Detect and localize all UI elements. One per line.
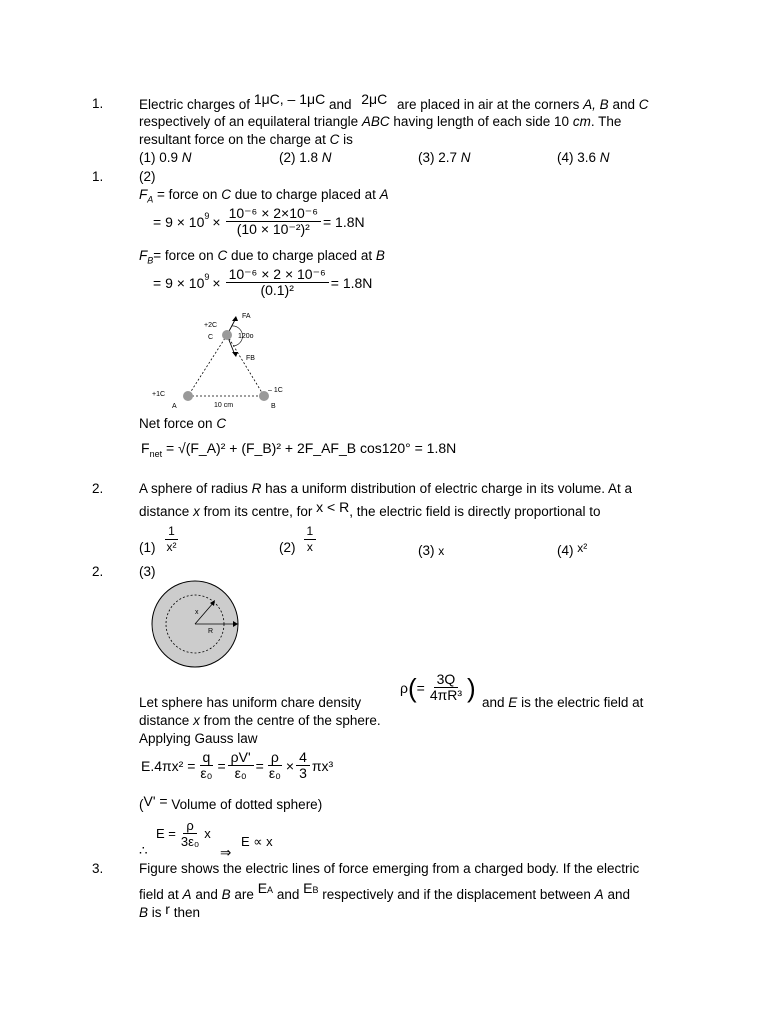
q2-option-2: (2) $\frac{1}{x}$ — [279, 524, 318, 555]
q1-corner-a: A, — [583, 97, 596, 112]
q2-number: 2. — [92, 481, 104, 496]
q1-c: C — [329, 132, 340, 147]
s1-net-line: Net force on C — [139, 416, 227, 431]
q1-charges-ab: 1μC, – 1μC — [253, 91, 326, 107]
c-charge-label: +2C — [204, 322, 218, 329]
q1-text-b: are placed in air at the corners — [397, 97, 580, 112]
s1-net-equation: $F_{net}$ = √(F_A)² + (F_B)² + 2F_AF_B cos120° = 1.8N — [141, 440, 457, 459]
s2-proportional: E ∝ x — [241, 834, 273, 849]
q1-abc: ABC — [361, 114, 390, 129]
b-charge-label: – 1C — [268, 387, 283, 394]
s2-number: 2. — [92, 564, 104, 579]
q2-option-1: (1) $\frac{1}{\text{x²}}$ — [139, 524, 177, 555]
s1-fa-line: $F_A$ = force on C due to charge placed at A — [139, 187, 389, 205]
q1-text-2c: . The — [590, 114, 622, 129]
q1-option-3: (3) 2.7 N — [418, 150, 471, 165]
q1-text-3: resultant force on the charge at — [139, 132, 326, 147]
triangle-diagram — [140, 308, 300, 414]
q2-line1: A sphere of radius R has a uniform distribution of electric charge in its volume. At a — [139, 481, 633, 496]
q1-number: 1. — [92, 96, 104, 111]
b-label: B — [271, 403, 276, 410]
q1-corner-b: B — [599, 97, 609, 112]
q1-text: Electric charges of — [139, 97, 251, 112]
s2-gauss: Applying Gauss law — [139, 731, 258, 746]
c-label: C — [208, 334, 214, 341]
angle-label: 120o — [238, 333, 254, 340]
fa-label: FA — [242, 313, 251, 320]
s1-equation-1: = 9 × 10 $^9$ × $\frac{\text{10⁻⁶ × 2×10⁻⁶}}{\text{(10 × 10⁻²)²}}$ = 1.8N — [153, 205, 365, 237]
q3-number: 3. — [92, 861, 104, 876]
s1-equation-2: = 9 × 10 $^9$ × $\frac{\text{10⁻⁶ × 2 × 10⁻⁶}}{\text{(0.1)²}}$ = 1.8N — [153, 266, 373, 298]
q2-option-3: (3) x — [418, 543, 445, 558]
a-label: A — [172, 403, 177, 410]
s1-fb-line: $F_B=$ force on C due to charge placed at B — [139, 248, 385, 266]
q3-line2: field at A and B are EA and EB respectively and if the displacement between A and — [139, 880, 630, 902]
q1-and: and — [328, 97, 352, 112]
charge-c — [222, 330, 232, 340]
q1-text-2b: having length of each side 10 — [393, 114, 570, 129]
a-charge-label: +1C — [152, 391, 166, 398]
r-label: R — [208, 628, 214, 635]
q1-corner-c: C — [638, 97, 649, 112]
q1-line2 — [139, 114, 621, 129]
charge-a — [183, 391, 193, 401]
s2-line1-right: and E is the electric field at — [482, 695, 644, 710]
s2-density: ρ ( = $\frac{3Q}{\text{4πR³}}$ ) — [400, 671, 476, 703]
fb-arrowhead — [232, 352, 238, 357]
q2-line2: distance x from its centre, for x < R, the electric field is directly proportional to — [139, 499, 601, 519]
q1-option-2: (2) 1.8 N — [279, 150, 332, 165]
q1-option-1: (1) 0.9 N — [139, 150, 192, 165]
q2-condition: x < R — [316, 499, 350, 515]
s2-e-equation: E = $\frac{\rho}{\text{3ε₀}}$ x — [156, 818, 211, 849]
s2-line1: Let sphere has uniform chare density — [139, 695, 362, 710]
q1-charge-c: 2μC — [361, 91, 388, 107]
sphere-diagram — [148, 580, 242, 668]
s1-number: 1. — [92, 169, 104, 184]
s1-answer: (2) — [139, 169, 156, 184]
q1-option-4: (4) 3.6 N — [557, 150, 610, 165]
side-label: 10 cm — [214, 402, 234, 409]
s2-line2: distance x from the centre of the sphere. — [139, 713, 381, 728]
fb-label: FB — [246, 355, 255, 362]
q1-cm: cm — [572, 114, 591, 129]
x-label: x — [195, 609, 199, 616]
therefore-symbol: ∴ — [139, 843, 148, 858]
s2-gauss-equation: E.4πx² = $\frac{q}{\text{ε₀}}$ = $\frac{\rho V'}{\text{ε₀}}$ = $\frac{\rho}{\text{ε₀}}$ × $\frac{4}{3}$ πx³ — [141, 749, 334, 781]
fa-arrowhead — [232, 316, 238, 321]
q3-line3: B is r then — [139, 901, 201, 920]
q3-line1: Figure shows the electric lines of force emerging from a charged body. If the electric — [139, 861, 640, 876]
s2-vprime-line: (V' = Volume of dotted sphere) — [139, 793, 323, 812]
q1-and2: and — [612, 97, 635, 112]
q1-line3 — [139, 132, 353, 147]
q2-option-4: (4) x² — [557, 541, 588, 558]
triangle-side-ca — [188, 335, 227, 396]
triangle-side-cb — [227, 335, 264, 396]
q1-text-2: respectively of an equilateral triangle — [139, 114, 359, 129]
q1-is: is — [343, 132, 353, 147]
implies-symbol: ⇒ — [220, 845, 232, 860]
q1-line1 — [139, 91, 649, 112]
s2-answer: (3) — [139, 564, 156, 579]
